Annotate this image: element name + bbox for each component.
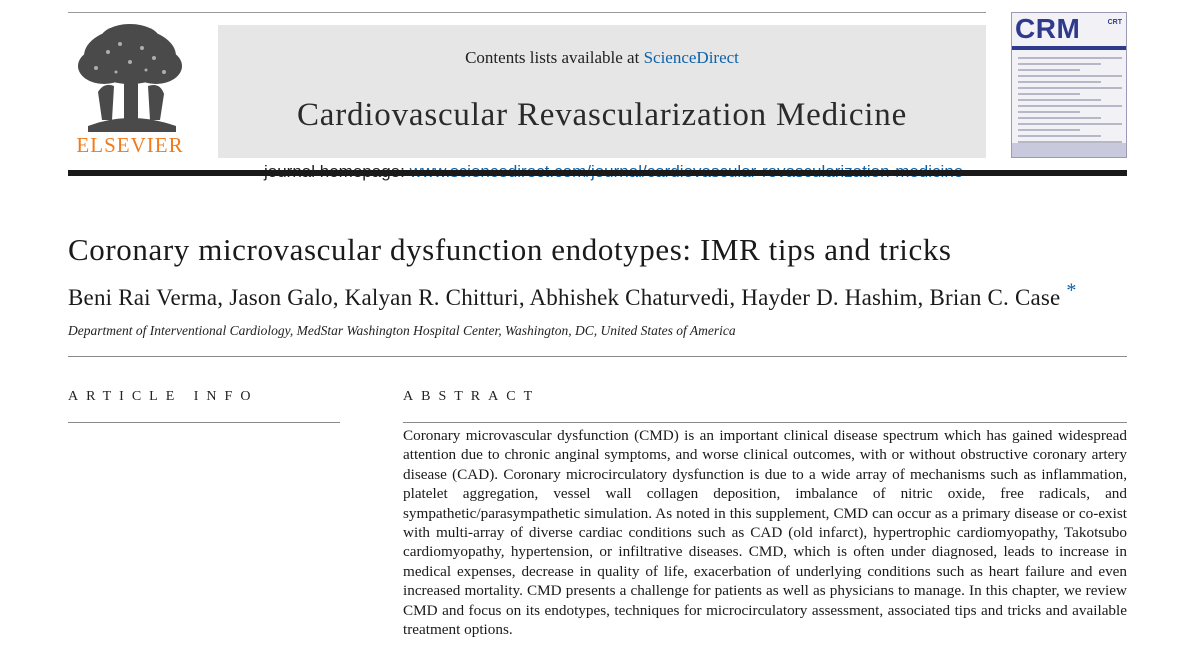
header-bottom-rule [68,170,1127,176]
contents-line [218,48,986,68]
cover-text-lines [1018,57,1122,147]
cover-footer [1012,143,1126,157]
journal-cover-thumbnail[interactable] [1011,12,1127,158]
section-divider [68,356,1127,357]
cover-title: CRM [1015,13,1081,44]
corresponding-author-link[interactable]: * [1066,279,1077,302]
article-info-rule [68,422,340,423]
cover-band [1012,46,1126,50]
journal-banner [218,25,986,158]
cover-badge: CRT [1107,19,1122,26]
header-top-rule [68,12,986,13]
abstract-rule [403,422,1127,423]
article-title: Coronary microvascular dysfunction endotypes: IMR tips and tricks [68,232,952,267]
elsevier-wordmark: ELSEVIER [76,133,184,157]
abstract-heading: ABSTRACT [403,389,541,404]
journal-title: Cardiovascular Revascularization Medicine [296,97,908,133]
contents-prefix: Contents lists available at [465,48,640,67]
authors-text[interactable]: Beni Rai Verma, Jason Galo, Kalyan R. Chitturi, Abhishek Chaturvedi, Hayder D. Hashim, Brian C. Case [68,285,1061,310]
author-list [68,279,1077,311]
article-info-heading: ARTICLE INFO [68,389,259,404]
sciencedirect-link[interactable]: ScienceDirect [643,48,739,67]
tree-icon [68,22,192,134]
elsevier-logo[interactable] [68,22,192,158]
abstract-text: Coronary microvascular dysfunction (CMD) is an important clinical disease spectrum which has gained widespread attention due to chronic anginal symptoms, and worse clinical outcomes, with or without obstructive coronary artery disease (CAD). Coronary microcirculatory dysfunction is due to a wide array of mechanisms such as inflammation, platelet aggregation, vessel wall collagen deposition, imbalance of nitric oxide, free radicals, and sympathetic/parasympathetic simulation. As noted in this supplement, CMD can occur as a primary disease or co-exist with multi-array of diverse cardiac conditions such as CAD (old infarct), hypertrophic cardiomyopathy, Takotsubo cardiomyopathy, hypertension, or infiltrative diseases. CMD, which is often under diagnosed, leads to increase in medical expenses, decrease in quality of life, exacerbation of underlying conditions such as heart failure and even increased mortality. CMD presents a challenge for patients as well as physicians to manage. In this chapter, we review CMD and focus on its endotypes, techniques for microcirculatory assessment, associated tips and tricks and available treatment options. [403,427,1127,639]
affiliation: Department of Interventional Cardiology, MedStar Washington Hospital Center, Washington, DC, United States of America [68,323,736,338]
